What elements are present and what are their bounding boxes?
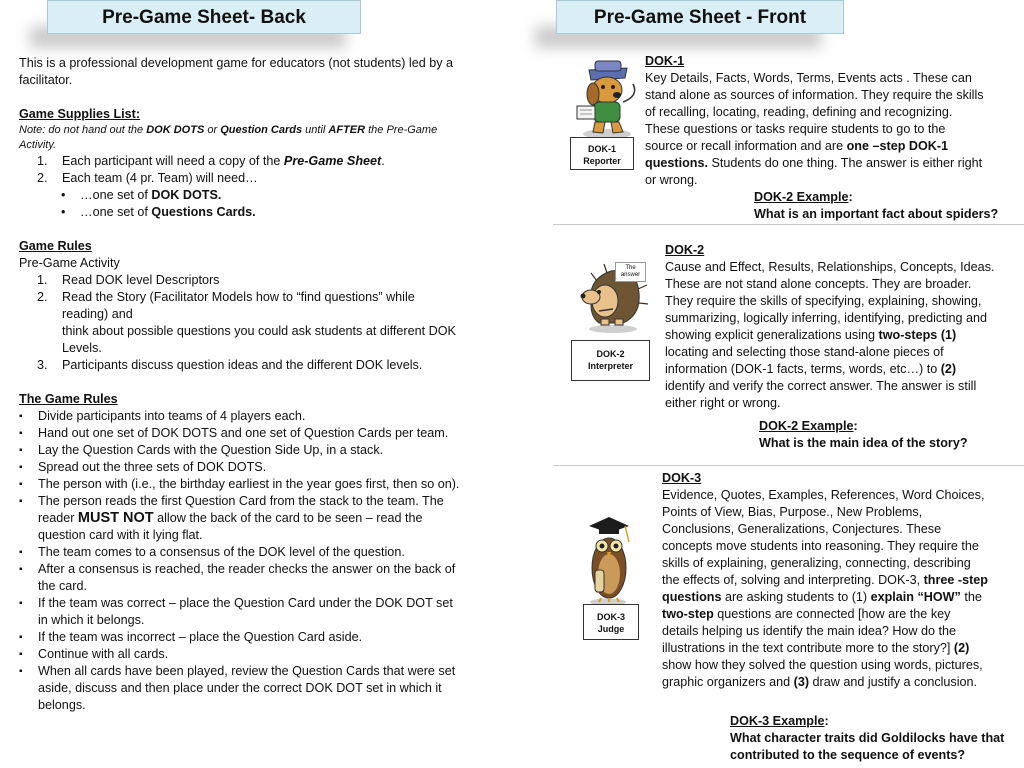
game-rule-item bbox=[19, 646, 464, 663]
dok1-section bbox=[645, 53, 985, 189]
pregame-item bbox=[19, 357, 464, 374]
supplies-item-marker: 1. bbox=[37, 154, 48, 168]
pregame-list bbox=[19, 272, 464, 374]
dok1-example-question: What is an important fact about spiders? bbox=[754, 207, 999, 221]
game-rule-item-text: Spread out the three sets of DOK DOTS. bbox=[38, 460, 267, 474]
game-rule-item-marker: ▪ bbox=[19, 479, 23, 490]
game-rule-item-text: Hand out one set of DOK DOTS and one set of Question Cards per team. bbox=[38, 426, 449, 440]
game-rule-item-marker: ▪ bbox=[19, 411, 23, 422]
game-rules-heading: The Game Rules bbox=[19, 392, 118, 406]
dok2-example-colon: : bbox=[853, 419, 858, 433]
game-rule-item-text: If the team was correct – place the Question Card under the DOK DOT set in which it belongs. bbox=[38, 596, 453, 627]
supplies-bullet-item-marker: • bbox=[61, 205, 66, 219]
game-rule-item-text: After a consensus is reached, the reader checks the answer on the back of the card. bbox=[38, 562, 456, 593]
game-rule-item bbox=[19, 476, 464, 493]
page-title-back: Pre-Game Sheet- Back bbox=[47, 0, 361, 34]
game-rule-item bbox=[19, 629, 464, 646]
game-rule-item bbox=[19, 561, 464, 595]
dok1-example-colon: : bbox=[848, 190, 853, 204]
supplies-bullet-item bbox=[19, 187, 464, 204]
game-rule-item bbox=[19, 442, 464, 459]
dok3-badge-role: Judge bbox=[597, 624, 625, 634]
pregame-item-marker: 2. bbox=[37, 290, 48, 304]
dok1-badge-level: DOK-1 bbox=[587, 144, 616, 154]
pregame-item-text: Participants discuss question ideas and the different DOK levels. bbox=[62, 358, 423, 372]
supplies-heading: Game Supplies List: bbox=[19, 107, 141, 121]
dok2-example bbox=[759, 418, 1014, 452]
dok1-description: Key Details, Facts, Words, Terms, Events acts . These can stand alone as sources of information. They require the skills of recalling, locating, reading, defining and recognizing. These questions or tasks require students to go to the source or recall information and are one –step DOK-1 questions. Students do one thing. The answer is either right or wrong. bbox=[645, 71, 984, 187]
game-rule-item bbox=[19, 425, 464, 442]
supplies-item-text: Each team (4 pr. Team) will need… bbox=[62, 171, 258, 185]
dok1-reporter-badge bbox=[570, 137, 634, 170]
rules-heading: Game Rules bbox=[19, 239, 92, 253]
pregame-item bbox=[19, 323, 464, 357]
intro-text: This is a professional development game for educators (not students) led by a facilitator. bbox=[19, 56, 454, 87]
supplies-note: Note: do not hand out the DOK DOTS or Question Cards until AFTER the Pre-Game Activity. bbox=[19, 124, 438, 151]
game-rule-item-marker: ▪ bbox=[19, 666, 23, 677]
game-rule-item bbox=[19, 459, 464, 476]
game-rule-item-text: The person reads the first Question Card from the stack to the team. The reader MUST NOT allow the back of the card to be seen – read the question card with it lying flat. bbox=[38, 494, 444, 542]
game-rule-item-text: If the team was incorrect – place the Question Card aside. bbox=[38, 630, 363, 644]
game-rule-item-marker: ▪ bbox=[19, 428, 23, 439]
game-rule-item-text: Continue with all cards. bbox=[38, 647, 169, 661]
pregame-item-marker: 3. bbox=[37, 358, 48, 372]
dok3-example bbox=[730, 713, 1015, 764]
dok3-section bbox=[662, 470, 989, 691]
game-rule-item-text: The team comes to a consensus of the DOK level of the question. bbox=[38, 545, 405, 559]
dok2-heading: DOK-2 bbox=[665, 243, 705, 257]
judge-owl-illustration bbox=[575, 512, 639, 611]
game-rule-item bbox=[19, 595, 464, 629]
dok2-section bbox=[665, 242, 995, 412]
dok3-example-label: DOK-3 Example bbox=[730, 714, 825, 728]
supplies-bullet-item bbox=[19, 204, 464, 221]
dok1-heading: DOK-1 bbox=[645, 54, 685, 68]
dok3-example-colon: : bbox=[824, 714, 829, 728]
game-rule-item bbox=[19, 493, 464, 544]
game-rule-item-marker: ▪ bbox=[19, 445, 23, 456]
pregame-heading: Pre-Game Activity bbox=[19, 256, 120, 270]
supplies-item-marker: 2. bbox=[37, 171, 48, 185]
pregame-item-text: Read the Story (Facilitator Models how to “find questions” while reading) and bbox=[62, 290, 415, 321]
dok2-badge-level: DOK-2 bbox=[596, 349, 625, 359]
section-divider-2 bbox=[553, 465, 1024, 466]
supplies-bullet-item-text: …one set of DOK DOTS. bbox=[80, 188, 222, 202]
game-rule-item bbox=[19, 663, 464, 714]
game-rule-item-marker: ▪ bbox=[19, 632, 23, 643]
dok1-badge-role: Reporter bbox=[583, 156, 621, 166]
game-rule-item-marker: ▪ bbox=[19, 462, 23, 473]
reporter-dog-illustration bbox=[567, 56, 645, 145]
game-rule-item-marker: ▪ bbox=[19, 598, 23, 609]
back-sheet-content bbox=[19, 55, 464, 714]
section-divider-1 bbox=[553, 224, 1024, 225]
dok1-example-label: DOK-2 Example bbox=[754, 190, 849, 204]
supplies-bullet-list bbox=[19, 187, 464, 221]
supplies-bullet-item-marker: • bbox=[61, 188, 66, 202]
supplies-list bbox=[19, 153, 464, 187]
game-rule-item-text: Lay the Question Cards with the Question Side Up, in a stack. bbox=[38, 443, 384, 457]
game-rule-item-marker: ▪ bbox=[19, 649, 23, 660]
supplies-bullet-item-text: …one set of Questions Cards. bbox=[80, 205, 256, 219]
game-rule-item-marker: ▪ bbox=[19, 547, 23, 558]
game-rule-item-text: The person with (i.e., the birthday earliest in the year goes first, then so on). bbox=[38, 477, 460, 491]
pregame-item bbox=[19, 289, 464, 323]
game-rule-item-marker: ▪ bbox=[19, 564, 23, 575]
game-rule-item-text: Divide participants into teams of 4 players each. bbox=[38, 409, 306, 423]
game-rules-list bbox=[19, 408, 464, 714]
dok1-example bbox=[754, 189, 1014, 223]
dok2-badge-role: Interpreter bbox=[587, 361, 633, 371]
game-rule-item-text: When all cards have been played, review the Question Cards that were set aside, discuss and then place under the correct DOK DOT set in which it belongs. bbox=[38, 664, 456, 712]
page-title-front: Pre-Game Sheet - Front bbox=[556, 0, 844, 34]
dok2-example-label: DOK-2 Example bbox=[759, 419, 854, 433]
answer-sign-line1: The bbox=[625, 265, 636, 271]
supplies-item bbox=[19, 170, 464, 187]
supplies-item-text: Each participant will need a copy of the Pre-Game Sheet. bbox=[62, 154, 385, 168]
supplies-item bbox=[19, 153, 464, 170]
game-rule-item bbox=[19, 544, 464, 561]
dok3-description: Evidence, Quotes, Examples, References, Word Choices, Points of View, Bias, Purpose., New Problems, Conclusions, Generalizations, Conjectures. These concepts move students into reasoning. They require the skills of explaining, generalizing, connecting, describing the effects of, solving and interpreting. DOK-3, three -step questions are asking students to (1) explain “HOW” the two-step questions are connected [how are the key details helping us identify the main idea? How do the illustrations in the text contribute more to the story?] (2) show how they solved the question using words, pictures, graphic organizers and (3) draw and justify a conclusion. bbox=[662, 488, 988, 689]
answer-sign bbox=[615, 262, 646, 282]
game-rule-item bbox=[19, 408, 464, 425]
dok3-judge-badge bbox=[583, 604, 639, 640]
dok2-description: Cause and Effect, Results, Relationships, Concepts, Ideas. These are not stand alone concepts. They are broader. They require the skills of specifying, explaining, showing, summarizing, logically inferring, identifying, predicting and showing explicit generalizations using two-steps (1) locating and selecting those stand-alone pieces of information (DOK-1 facts, terms, words, etc…) to (2) identify and verify the correct answer. The answer is still either right or wrong. bbox=[665, 260, 995, 410]
pregame-item-marker: 1. bbox=[37, 273, 48, 287]
pregame-item-text: Read DOK level Descriptors bbox=[62, 273, 220, 287]
dok2-interpreter-badge bbox=[571, 340, 650, 381]
pregame-item bbox=[19, 272, 464, 289]
dok3-badge-level: DOK-3 bbox=[596, 612, 625, 622]
dok2-example-question: What is the main idea of the story? bbox=[759, 436, 968, 450]
dok3-heading: DOK-3 bbox=[662, 471, 702, 485]
game-rule-item-marker: ▪ bbox=[19, 496, 23, 507]
pregame-item-text: think about possible questions you could ask students at different DOK Levels. bbox=[62, 324, 456, 355]
dok3-example-question: What character traits did Goldilocks have that contributed to the sequence of events? bbox=[730, 731, 1005, 762]
answer-sign-line2: answer bbox=[620, 272, 641, 278]
